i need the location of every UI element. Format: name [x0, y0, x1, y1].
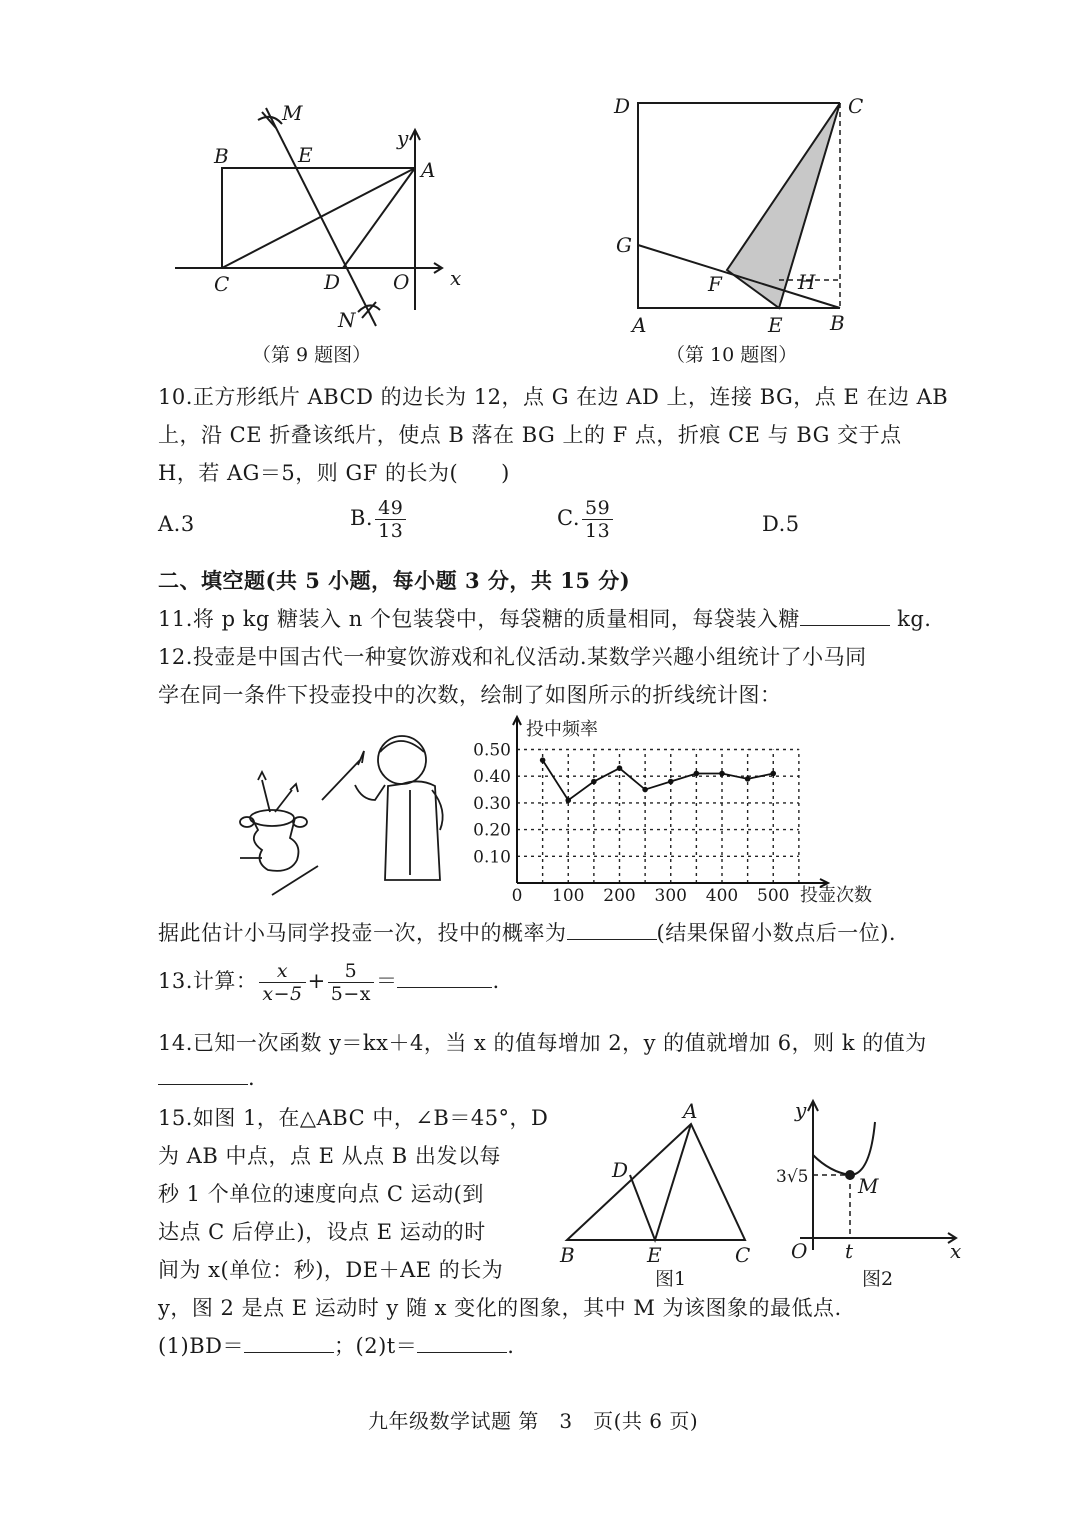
option-label: B. — [350, 506, 374, 530]
section-2-heading: 二、填空题(共 5 小题，每小题 3 分，共 15 分) — [158, 568, 631, 593]
svg-text:E: E — [647, 1243, 662, 1267]
y-tick-label: 0.10 — [473, 847, 511, 868]
q15-sub1: (1)BD＝ — [158, 1334, 245, 1358]
q10-line-1: 10.正方形纸片 ABCD 的边长为 12，点 G 在边 AD 上，连接 BG，点 E 在边 AB — [158, 385, 949, 409]
svg-text:N: N — [338, 308, 356, 332]
q10-line-3: H，若 AG＝5，则 GF 的长为( ) — [158, 461, 510, 485]
q12-line-2: 学在同一条件下投壶投中的次数，绘制了如图所示的折线统计图： — [158, 683, 782, 707]
q11-text: 11.将 p kg 糖装入 n 个包装袋中，每袋糖的质量相同，每袋装入糖 — [158, 607, 800, 631]
plus: + — [307, 969, 326, 993]
q15-figure-1-labels — [559, 1099, 750, 1290]
svg-text:H: H — [798, 270, 816, 294]
period: . — [507, 1334, 515, 1358]
y-tick-label: 0.20 — [473, 820, 511, 841]
svg-text:y: y — [795, 1098, 807, 1122]
svg-text:x: x — [450, 266, 462, 290]
q12-line-1: 12.投壶是中国古代一种宴饮游戏和礼仪活动.某数学兴趣小组统计了小马同 — [158, 645, 867, 669]
period: . — [492, 969, 500, 993]
svg-text:A: A — [421, 158, 436, 182]
svg-text:G: G — [616, 233, 632, 257]
q12-note: (结果保留小数点后一位). — [656, 921, 897, 945]
q15-line-1: 15.如图 1，在△ABC 中，∠B＝45°，D — [158, 1106, 549, 1130]
svg-text:C: C — [735, 1243, 751, 1267]
numerator: x — [259, 960, 305, 983]
denominator: x−5 — [262, 983, 303, 1005]
q15-line-4: 达点 C 后停止)，设点 E 运动的时 — [158, 1220, 486, 1244]
x-tick-label: 300 — [654, 886, 687, 906]
denominator: 13 — [378, 520, 404, 542]
q10-line-2: 上，沿 CE 折叠该纸片，使点 B 落在 BG 上的 F 点，折痕 CE 与 BG 交于点 — [158, 423, 902, 447]
svg-text:3√5: 3√5 — [776, 1167, 809, 1187]
q15-line-2: 为 AB 中点，点 E 从点 B 出发以每 — [158, 1144, 501, 1168]
q11-unit: kg. — [889, 607, 932, 631]
x-tick-label: 200 — [603, 886, 636, 906]
svg-text:C: C — [214, 272, 230, 296]
svg-text:M: M — [858, 1174, 879, 1198]
svg-text:x: x — [950, 1239, 962, 1263]
q15-figure-2-labels — [776, 1098, 961, 1290]
q10-option-d: D.5 — [762, 512, 800, 536]
svg-text:E: E — [768, 313, 783, 337]
figure-10-caption: （第 10 题图） — [666, 344, 798, 366]
y-tick-label: 0.30 — [473, 793, 511, 814]
svg-text:B: B — [830, 311, 845, 335]
svg-text:C: C — [848, 94, 864, 118]
svg-text:D: D — [324, 270, 341, 294]
y-tick-label: 0.50 — [473, 740, 511, 761]
svg-text:A: A — [683, 1099, 698, 1123]
svg-text:t: t — [845, 1239, 854, 1263]
q12-ask: 据此估计小马同学投壶一次，投中的概率为 — [158, 921, 567, 945]
x-tick-label: 100 — [552, 886, 585, 906]
svg-text:A: A — [632, 313, 647, 337]
svg-text:B: B — [560, 1243, 575, 1267]
svg-text:M: M — [282, 101, 303, 125]
svg-text:F: F — [708, 272, 722, 296]
numerator: 5 — [328, 960, 374, 983]
denominator: 13 — [585, 520, 611, 542]
svg-text:O: O — [791, 1239, 808, 1263]
svg-text:D: D — [614, 94, 631, 118]
q10-option-a: A.3 — [158, 512, 195, 536]
x-tick-label: 400 — [705, 886, 739, 906]
option-label: C. — [557, 506, 580, 530]
period: . — [248, 1066, 256, 1090]
q15-figure-1 — [567, 1124, 745, 1240]
svg-text:图1: 图1 — [655, 1268, 687, 1290]
y-tick-label: 0.40 — [473, 767, 511, 788]
chart-x-label: 投壶次数 — [800, 885, 872, 906]
figure-9-caption: （第 9 题图） — [252, 344, 372, 366]
x-tick-label: 500 — [757, 886, 790, 906]
q14-line-1: 14.已知一次函数 y＝kx＋4，当 x 的值每增加 2，y 的值就增加 6，则 k 的值为 — [158, 1031, 927, 1055]
q15-line-5: 间为 x(单位：秒)，DE＋AE 的长为 — [158, 1258, 504, 1282]
x-tick-label: 0 — [511, 886, 523, 906]
page-footer: 九年级数学试题 第 3 页(共 6 页) — [368, 1409, 699, 1433]
svg-text:D: D — [612, 1158, 629, 1182]
svg-text:图2: 图2 — [862, 1268, 894, 1290]
denominator: 5−x — [330, 983, 371, 1005]
q13-label: 13.计算： — [158, 969, 258, 993]
svg-text:y: y — [397, 126, 409, 150]
chart-y-label: 投中频率 — [526, 719, 598, 740]
numerator: 49 — [375, 497, 406, 520]
equals: ＝ — [375, 969, 398, 993]
q15-line-3: 秒 1 个单位的速度向点 C 运动(到 — [158, 1182, 484, 1206]
q15-sub2: ；(2)t＝ — [334, 1334, 418, 1358]
svg-text:O: O — [393, 270, 410, 294]
numerator: 59 — [582, 497, 613, 520]
svg-text:E: E — [298, 143, 313, 167]
q15-line-6: y，图 2 是点 E 运动时 y 随 x 变化的图象，其中 M 为该图象的最低点. — [158, 1296, 842, 1320]
svg-text:B: B — [214, 144, 229, 168]
